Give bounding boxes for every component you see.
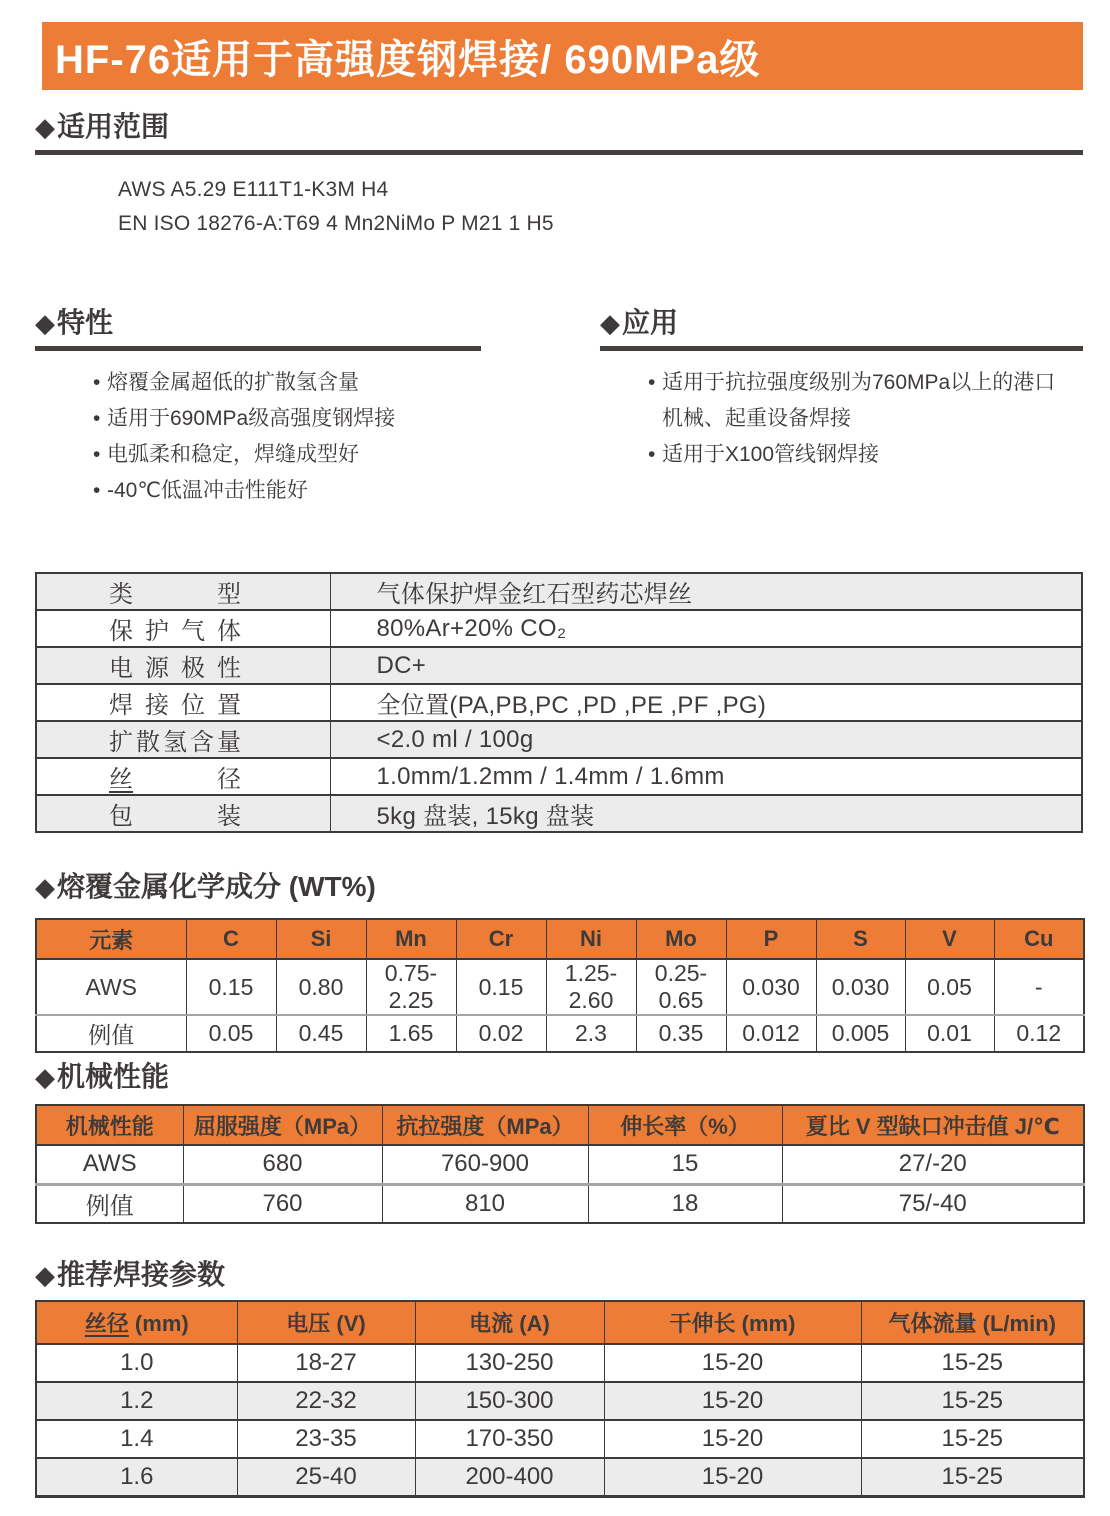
header-cell: C	[186, 919, 276, 959]
section-weld-title: 推荐焊接参数	[57, 1259, 226, 1290]
mech-table	[35, 1104, 1085, 1224]
table-row	[36, 795, 1082, 832]
spec-table	[35, 572, 1083, 833]
standard-references	[35, 173, 1083, 241]
data-cell: 1.0mm/1.2mm / 1.4mm / 1.6mm	[330, 758, 1082, 795]
data-cell: 75/-40	[782, 1184, 1084, 1223]
data-cell: 0.15	[456, 959, 546, 1015]
header-cell: 干伸长 (mm)	[604, 1301, 861, 1344]
section-mech-heading	[35, 1060, 169, 1094]
header-cell: 伸长率（%）	[588, 1105, 782, 1145]
diamond-icon: ◆	[35, 1062, 55, 1092]
data-cell: 15-25	[861, 1382, 1084, 1420]
header-cell: Mn	[366, 919, 456, 959]
data-cell: 气体保护焊金红石型药芯焊丝	[330, 573, 1082, 610]
data-cell: -	[994, 959, 1084, 1015]
list-item	[93, 437, 481, 473]
data-cell: 170-350	[415, 1420, 604, 1458]
data-cell: 0.75-2.25	[366, 959, 456, 1015]
application-text: 适用于X100管线钢焊接	[662, 443, 880, 466]
diamond-icon: ◆	[600, 308, 620, 338]
table-row	[36, 1382, 1084, 1420]
application-text: 适用于抗拉强度级别为760MPa以上的港口机械、起重设备焊接	[662, 371, 1056, 430]
bullet-icon: •	[93, 479, 101, 502]
section-scope	[35, 110, 1083, 241]
data-cell: <2.0 ml / 100g	[330, 721, 1082, 758]
table-row	[36, 573, 1082, 610]
data-cell: 0.05	[186, 1015, 276, 1052]
section-underline	[35, 150, 1083, 155]
list-item	[93, 401, 481, 437]
header-cell: 机械性能	[36, 1105, 183, 1145]
data-cell: 0.80	[276, 959, 366, 1015]
header-cell: V	[905, 919, 994, 959]
list-item	[93, 473, 481, 509]
data-cell: 1.25-2.60	[546, 959, 636, 1015]
header-cell: 夏比 V 型缺口冲击值 J/℃	[782, 1105, 1084, 1145]
applications-list	[600, 365, 1073, 473]
header-cell: S	[816, 919, 905, 959]
data-cell: 680	[183, 1145, 382, 1184]
section-features	[35, 306, 481, 509]
table-row	[36, 721, 1082, 758]
header-cell: Cu	[994, 919, 1084, 959]
data-cell: 22-32	[237, 1382, 415, 1420]
data-cell: 0.030	[816, 959, 905, 1015]
data-cell: 15-25	[861, 1344, 1084, 1382]
data-cell: 1.6	[36, 1458, 237, 1496]
section-features-title: 特性	[57, 307, 114, 338]
feature-text: 熔覆金属超低的扩散氢含量	[107, 371, 359, 394]
data-cell: 1.65	[366, 1015, 456, 1052]
section-underline	[35, 346, 481, 351]
header-cell: Ni	[546, 919, 636, 959]
table-row	[36, 1344, 1084, 1382]
table-row	[36, 758, 1082, 795]
table-row	[36, 647, 1082, 684]
section-features-heading	[35, 306, 481, 340]
list-item	[648, 437, 1073, 473]
row-label: 包 装	[36, 795, 330, 832]
header-row	[36, 1105, 1084, 1145]
section-scope-title: 适用范围	[57, 111, 170, 142]
feature-text: -40℃低温冲击性能好	[107, 479, 308, 502]
data-cell: 200-400	[415, 1458, 604, 1496]
data-cell: 130-250	[415, 1344, 604, 1382]
header-cell: Mo	[636, 919, 726, 959]
diamond-icon: ◆	[35, 308, 55, 338]
section-applications-title: 应用	[622, 307, 679, 338]
table-row	[36, 1184, 1084, 1223]
section-mech-title: 机械性能	[57, 1061, 170, 1092]
data-cell: DC+	[330, 647, 1082, 684]
table-row	[36, 1458, 1084, 1496]
section-underline	[600, 346, 1083, 351]
data-cell: 0.45	[276, 1015, 366, 1052]
header-cell: P	[726, 919, 816, 959]
bullet-icon: •	[648, 443, 656, 466]
data-cell: 1.2	[36, 1382, 237, 1420]
standard-line-iso: EN ISO 18276-A:T69 4 Mn2NiMo P M21 1 H5	[118, 212, 554, 235]
table-row	[36, 1015, 1084, 1052]
table-row	[36, 610, 1082, 647]
data-cell: 5kg 盘装, 15kg 盘装	[330, 795, 1082, 832]
standard-line-aws: AWS A5.29 E111T1-K3M H4	[118, 178, 389, 201]
row-label: 保 护 气 体	[36, 610, 330, 647]
section-applications-heading	[600, 306, 1083, 340]
features-list	[35, 365, 481, 509]
data-cell: 0.01	[905, 1015, 994, 1052]
data-cell: 760-900	[382, 1145, 588, 1184]
data-cell: 0.005	[816, 1015, 905, 1052]
page-title: HF-76适用于高强度钢焊接/ 690MPa级	[55, 37, 761, 82]
wire-diameter-unit: (mm)	[128, 1311, 189, 1336]
table-row	[36, 959, 1084, 1015]
section-weld-heading	[35, 1258, 225, 1292]
data-cell: 0.15	[186, 959, 276, 1015]
data-cell: 0.05	[905, 959, 994, 1015]
header-cell: Cr	[456, 919, 546, 959]
row-label: 例值	[36, 1184, 183, 1223]
table-row	[36, 1145, 1084, 1184]
bullet-icon: •	[93, 407, 101, 430]
data-cell: 15-20	[604, 1382, 861, 1420]
table-row	[36, 684, 1082, 721]
data-cell: 1.0	[36, 1344, 237, 1382]
bullet-icon: •	[648, 371, 656, 394]
section-applications	[600, 306, 1083, 473]
header-cell: 元素	[36, 919, 186, 959]
chem-table	[35, 918, 1085, 1053]
data-cell: 15-20	[604, 1344, 861, 1382]
data-cell: 18-27	[237, 1344, 415, 1382]
data-cell: 15-25	[861, 1458, 1084, 1496]
diamond-icon: ◆	[35, 1260, 55, 1290]
section-chem-heading	[35, 870, 376, 904]
data-cell: 2.3	[546, 1015, 636, 1052]
data-cell: 27/-20	[782, 1145, 1084, 1184]
header-row	[36, 919, 1084, 959]
feature-text: 适用于690MPa级高强度钢焊接	[107, 407, 396, 430]
row-label: 焊 接 位 置	[36, 684, 330, 721]
row-label: 丝 径	[36, 758, 330, 795]
row-label: AWS	[36, 959, 186, 1015]
data-cell: 18	[588, 1184, 782, 1223]
data-cell: 15-20	[604, 1458, 861, 1496]
list-item	[93, 365, 481, 401]
header-cell: Si	[276, 919, 366, 959]
row-label: 电 源 极 性	[36, 647, 330, 684]
data-cell: 80%Ar+20% CO₂	[330, 610, 1082, 647]
header-cell: 屈服强度（MPa）	[183, 1105, 382, 1145]
data-cell: 25-40	[237, 1458, 415, 1496]
wire-diameter-label: 丝径	[84, 1311, 129, 1336]
data-cell: 1.4	[36, 1420, 237, 1458]
header-row	[36, 1301, 1084, 1344]
data-cell: 0.012	[726, 1015, 816, 1052]
section-chem-title: 熔覆金属化学成分 (WT%)	[57, 871, 376, 902]
data-cell: 0.12	[994, 1015, 1084, 1052]
bullet-icon: •	[93, 443, 101, 466]
data-cell: 0.02	[456, 1015, 546, 1052]
bullet-icon: •	[93, 371, 101, 394]
diamond-icon: ◆	[35, 112, 55, 142]
data-cell: 15-25	[861, 1420, 1084, 1458]
data-cell: 810	[382, 1184, 588, 1223]
diamond-icon: ◆	[35, 872, 55, 902]
data-cell: 0.030	[726, 959, 816, 1015]
data-cell: 760	[183, 1184, 382, 1223]
row-label: 例值	[36, 1015, 186, 1052]
table-row	[36, 1420, 1084, 1458]
row-label: AWS	[36, 1145, 183, 1184]
feature-text: 电弧柔和稳定，焊缝成型好	[107, 443, 359, 466]
weld-table	[35, 1300, 1085, 1498]
row-label: 类 型	[36, 573, 330, 610]
list-item	[648, 365, 1073, 437]
header-cell: 气体流量 (L/min)	[861, 1301, 1084, 1344]
row-label: 扩 散 氢 含 量	[36, 721, 330, 758]
data-cell: 0.35	[636, 1015, 726, 1052]
data-cell: 23-35	[237, 1420, 415, 1458]
data-cell: 全位置(PA,PB,PC ,PD ,PE ,PF ,PG)	[330, 684, 1082, 721]
data-cell: 150-300	[415, 1382, 604, 1420]
header-cell: 电压 (V)	[237, 1301, 415, 1344]
header-cell: 抗拉强度（MPa）	[382, 1105, 588, 1145]
data-cell: 15	[588, 1145, 782, 1184]
section-scope-heading	[35, 110, 1083, 144]
header-cell: 电流 (A)	[415, 1301, 604, 1344]
title-banner	[42, 22, 1083, 90]
data-cell: 0.25-0.65	[636, 959, 726, 1015]
header-cell	[36, 1301, 237, 1344]
data-cell: 15-20	[604, 1420, 861, 1458]
